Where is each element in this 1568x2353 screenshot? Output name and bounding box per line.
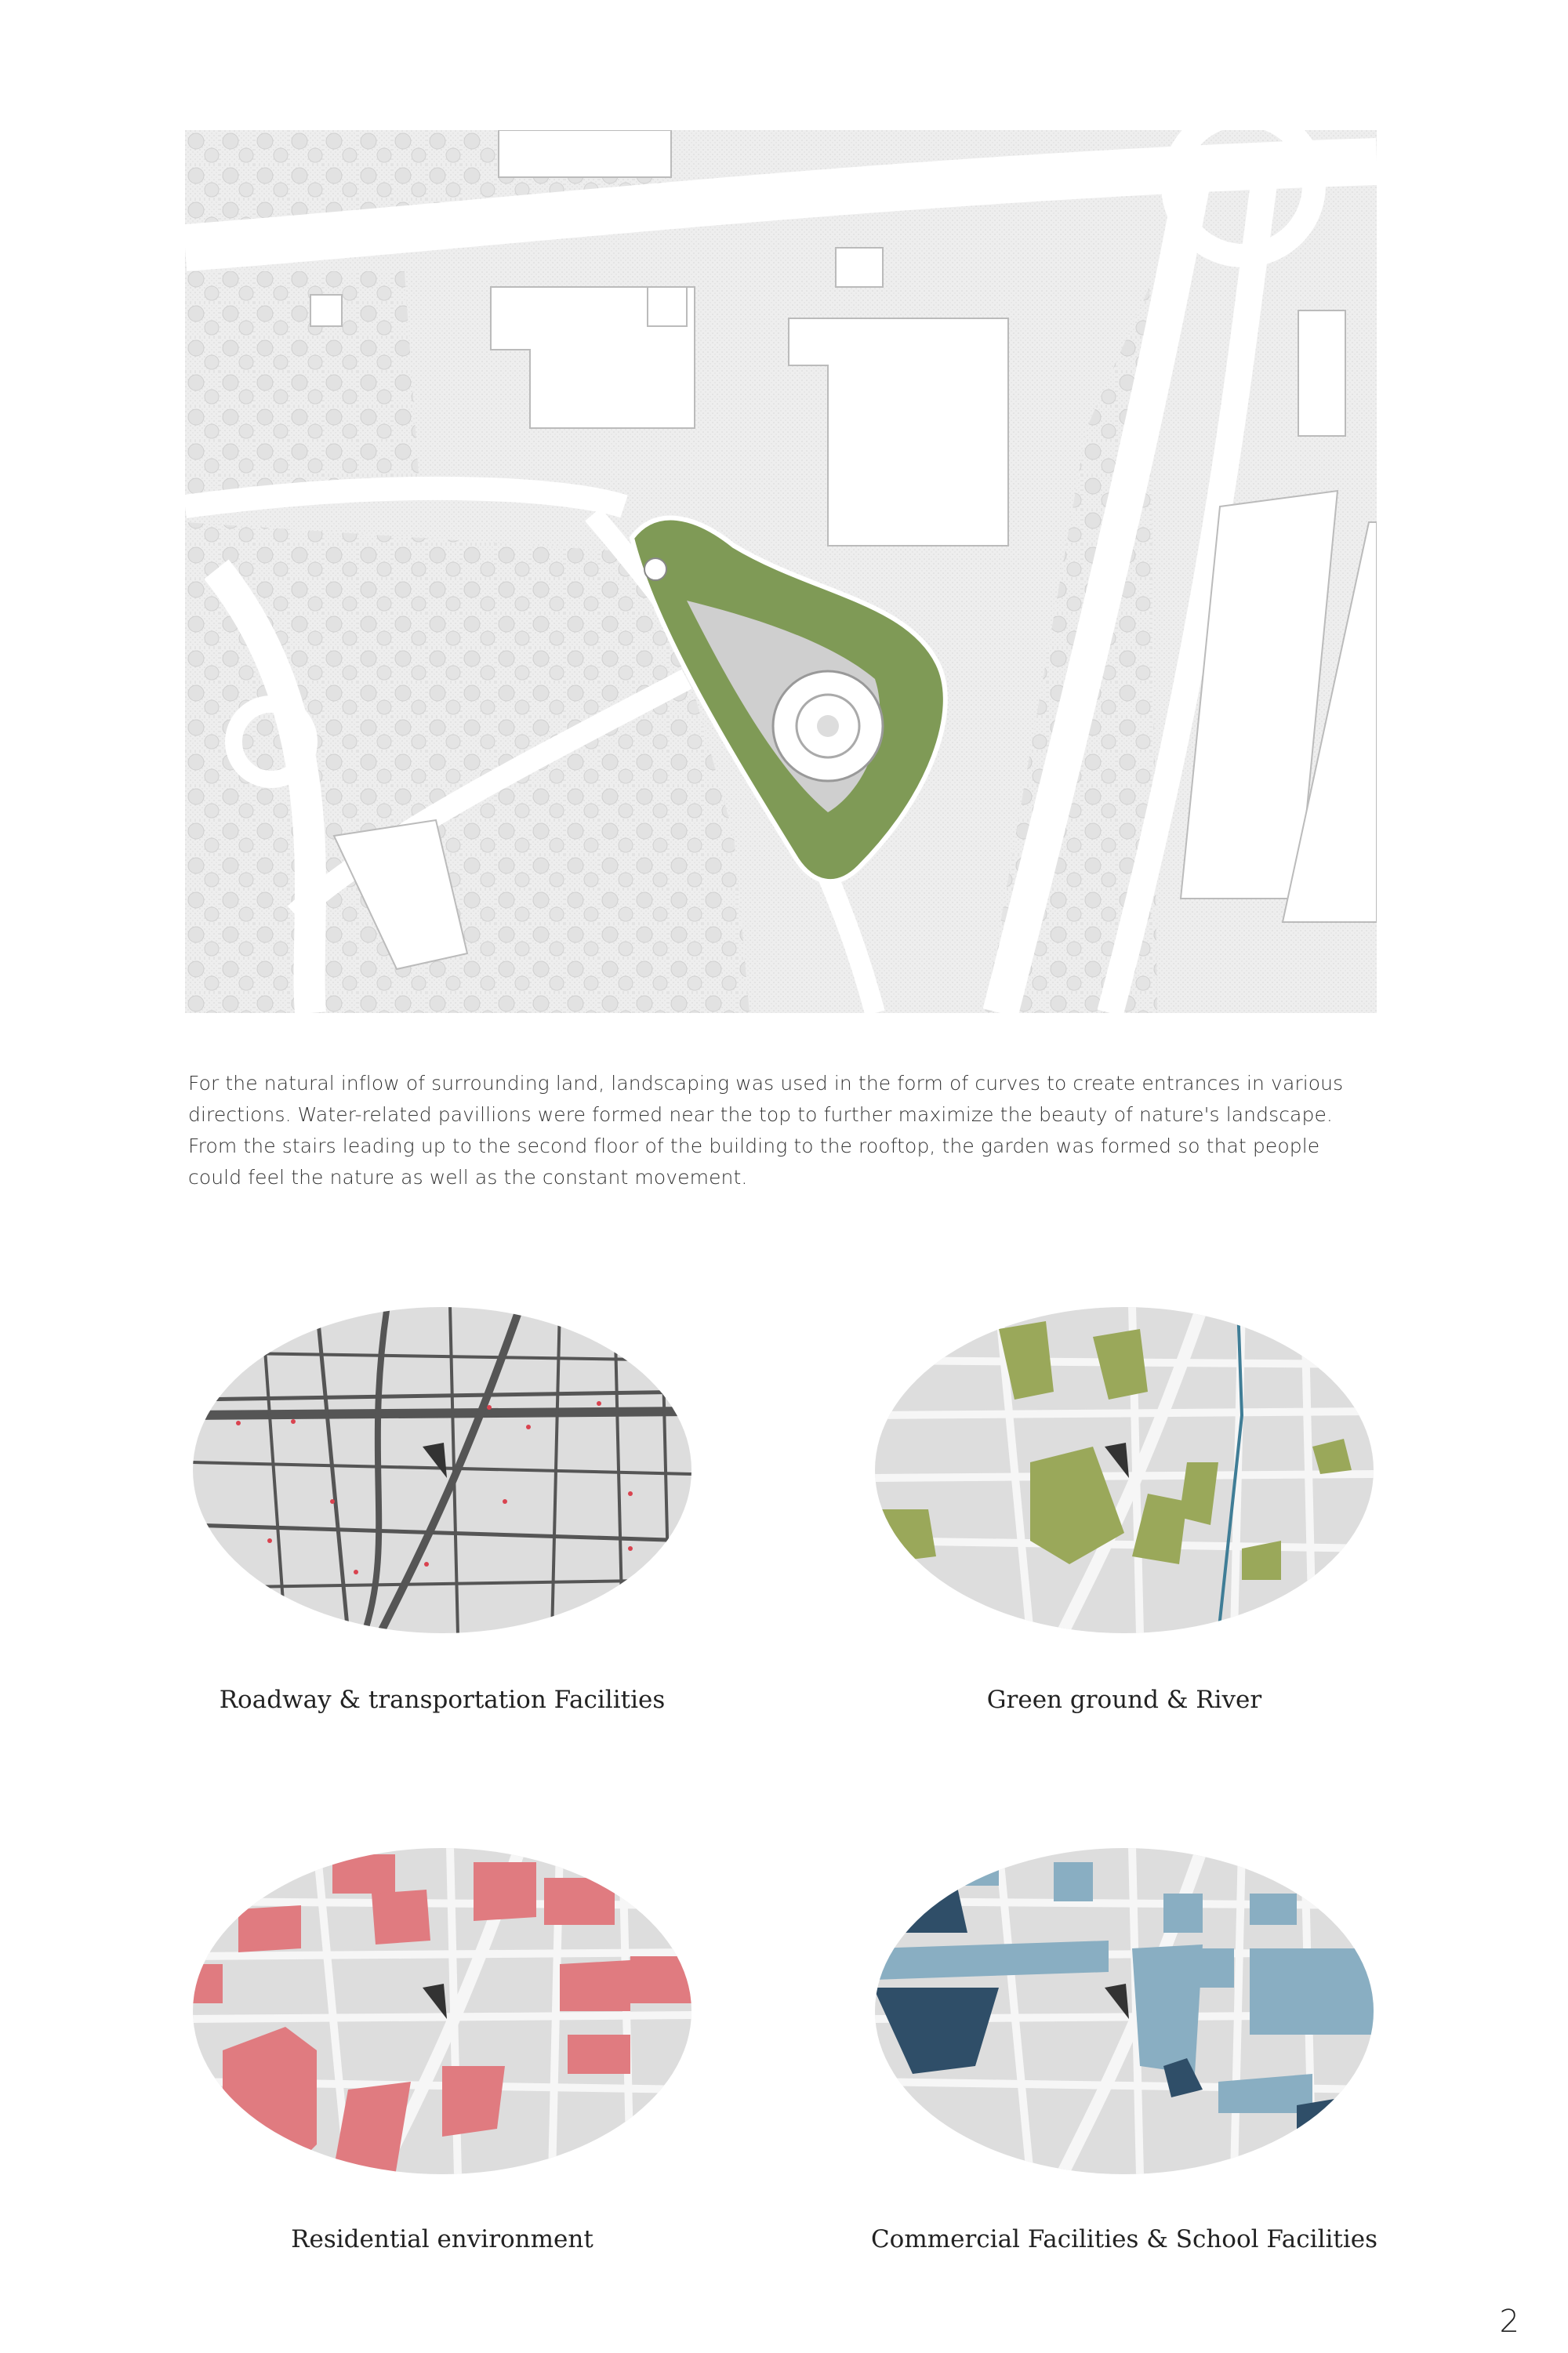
residential-caption: Residential environment [291,2225,593,2253]
residential-map-icon [191,1846,693,2176]
green-map [873,1305,1375,1638]
description-line: could feel the nature as well as the constant movement. [188,1166,748,1189]
description-line: directions. Water-related pavillions were formed near the top to further maximize the beauty of nature's landscape. [188,1103,1333,1126]
description-line: For the natural inflow of surrounding land, landscaping was used in the form of curves to create entrances in various [188,1072,1344,1095]
commercial-caption: Commercial Facilities & School Facilities [870,2225,1378,2253]
roadway-map [191,1305,693,1638]
roadway-map-icon [191,1305,693,1635]
commercial-map-icon [873,1846,1375,2176]
site-plan-icon [185,130,1377,1013]
site-description [188,1068,1380,1193]
description-line: From the stairs leading up to the second floor of the building to the rooftop, the garden was formed so that people [188,1135,1320,1157]
commercial-map [873,1846,1375,2179]
residential-map [191,1846,693,2179]
page-number: 2 [1499,2304,1519,2340]
green-map-icon [873,1305,1375,1635]
site-plan-image [185,130,1377,1013]
green-caption: Green ground & River [986,1686,1262,1714]
roadway-caption: Roadway & transportation Facilities [219,1686,666,1714]
